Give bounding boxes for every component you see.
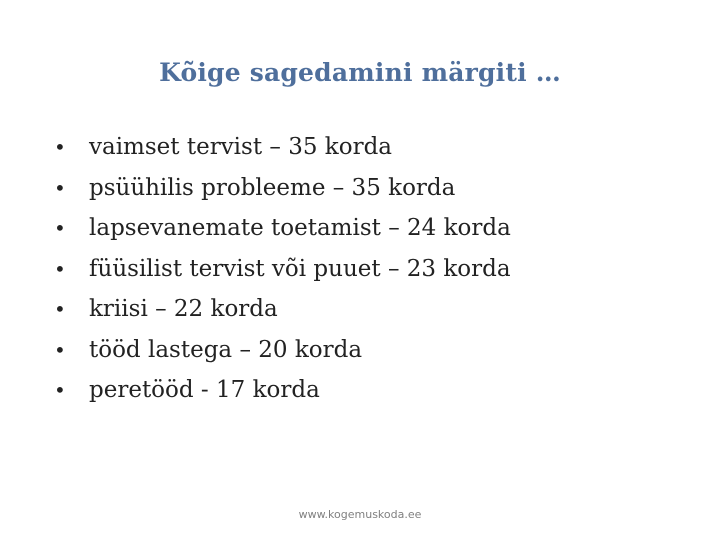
list-item-text: tööd lastega – 20 korda bbox=[89, 336, 363, 363]
slide-title: Kõige sagedamini märgiti … bbox=[159, 58, 561, 87]
bullet-icon: • bbox=[54, 135, 66, 159]
list-item bbox=[54, 337, 511, 378]
list-item bbox=[54, 377, 511, 418]
list-item bbox=[54, 175, 511, 216]
bullet-icon: • bbox=[54, 337, 66, 362]
list-item-text: psüühilis probleeme – 35 korda bbox=[89, 174, 456, 201]
list-item-text: füüsilist tervist või puuet – 23 korda bbox=[89, 255, 511, 282]
bullet-icon: • bbox=[54, 175, 66, 200]
bullet-icon: • bbox=[54, 378, 66, 402]
bullet-icon: • bbox=[54, 256, 66, 281]
bullet-icon: • bbox=[54, 216, 66, 240]
list-item-text: peretööd - 17 korda bbox=[89, 377, 320, 403]
list-item bbox=[54, 296, 511, 337]
list-item-text: kriisi – 22 korda bbox=[89, 296, 278, 322]
list-item-text: lapsevanemate toetamist – 24 korda bbox=[89, 215, 511, 241]
list-item bbox=[54, 256, 511, 297]
bullet-list bbox=[54, 134, 511, 418]
bullet-icon: • bbox=[54, 297, 66, 321]
list-item-text: vaimset tervist – 35 korda bbox=[89, 134, 392, 160]
footer-url[interactable]: www.kogemuskoda.ee bbox=[298, 508, 422, 521]
list-item bbox=[54, 215, 511, 256]
list-item bbox=[54, 134, 511, 175]
